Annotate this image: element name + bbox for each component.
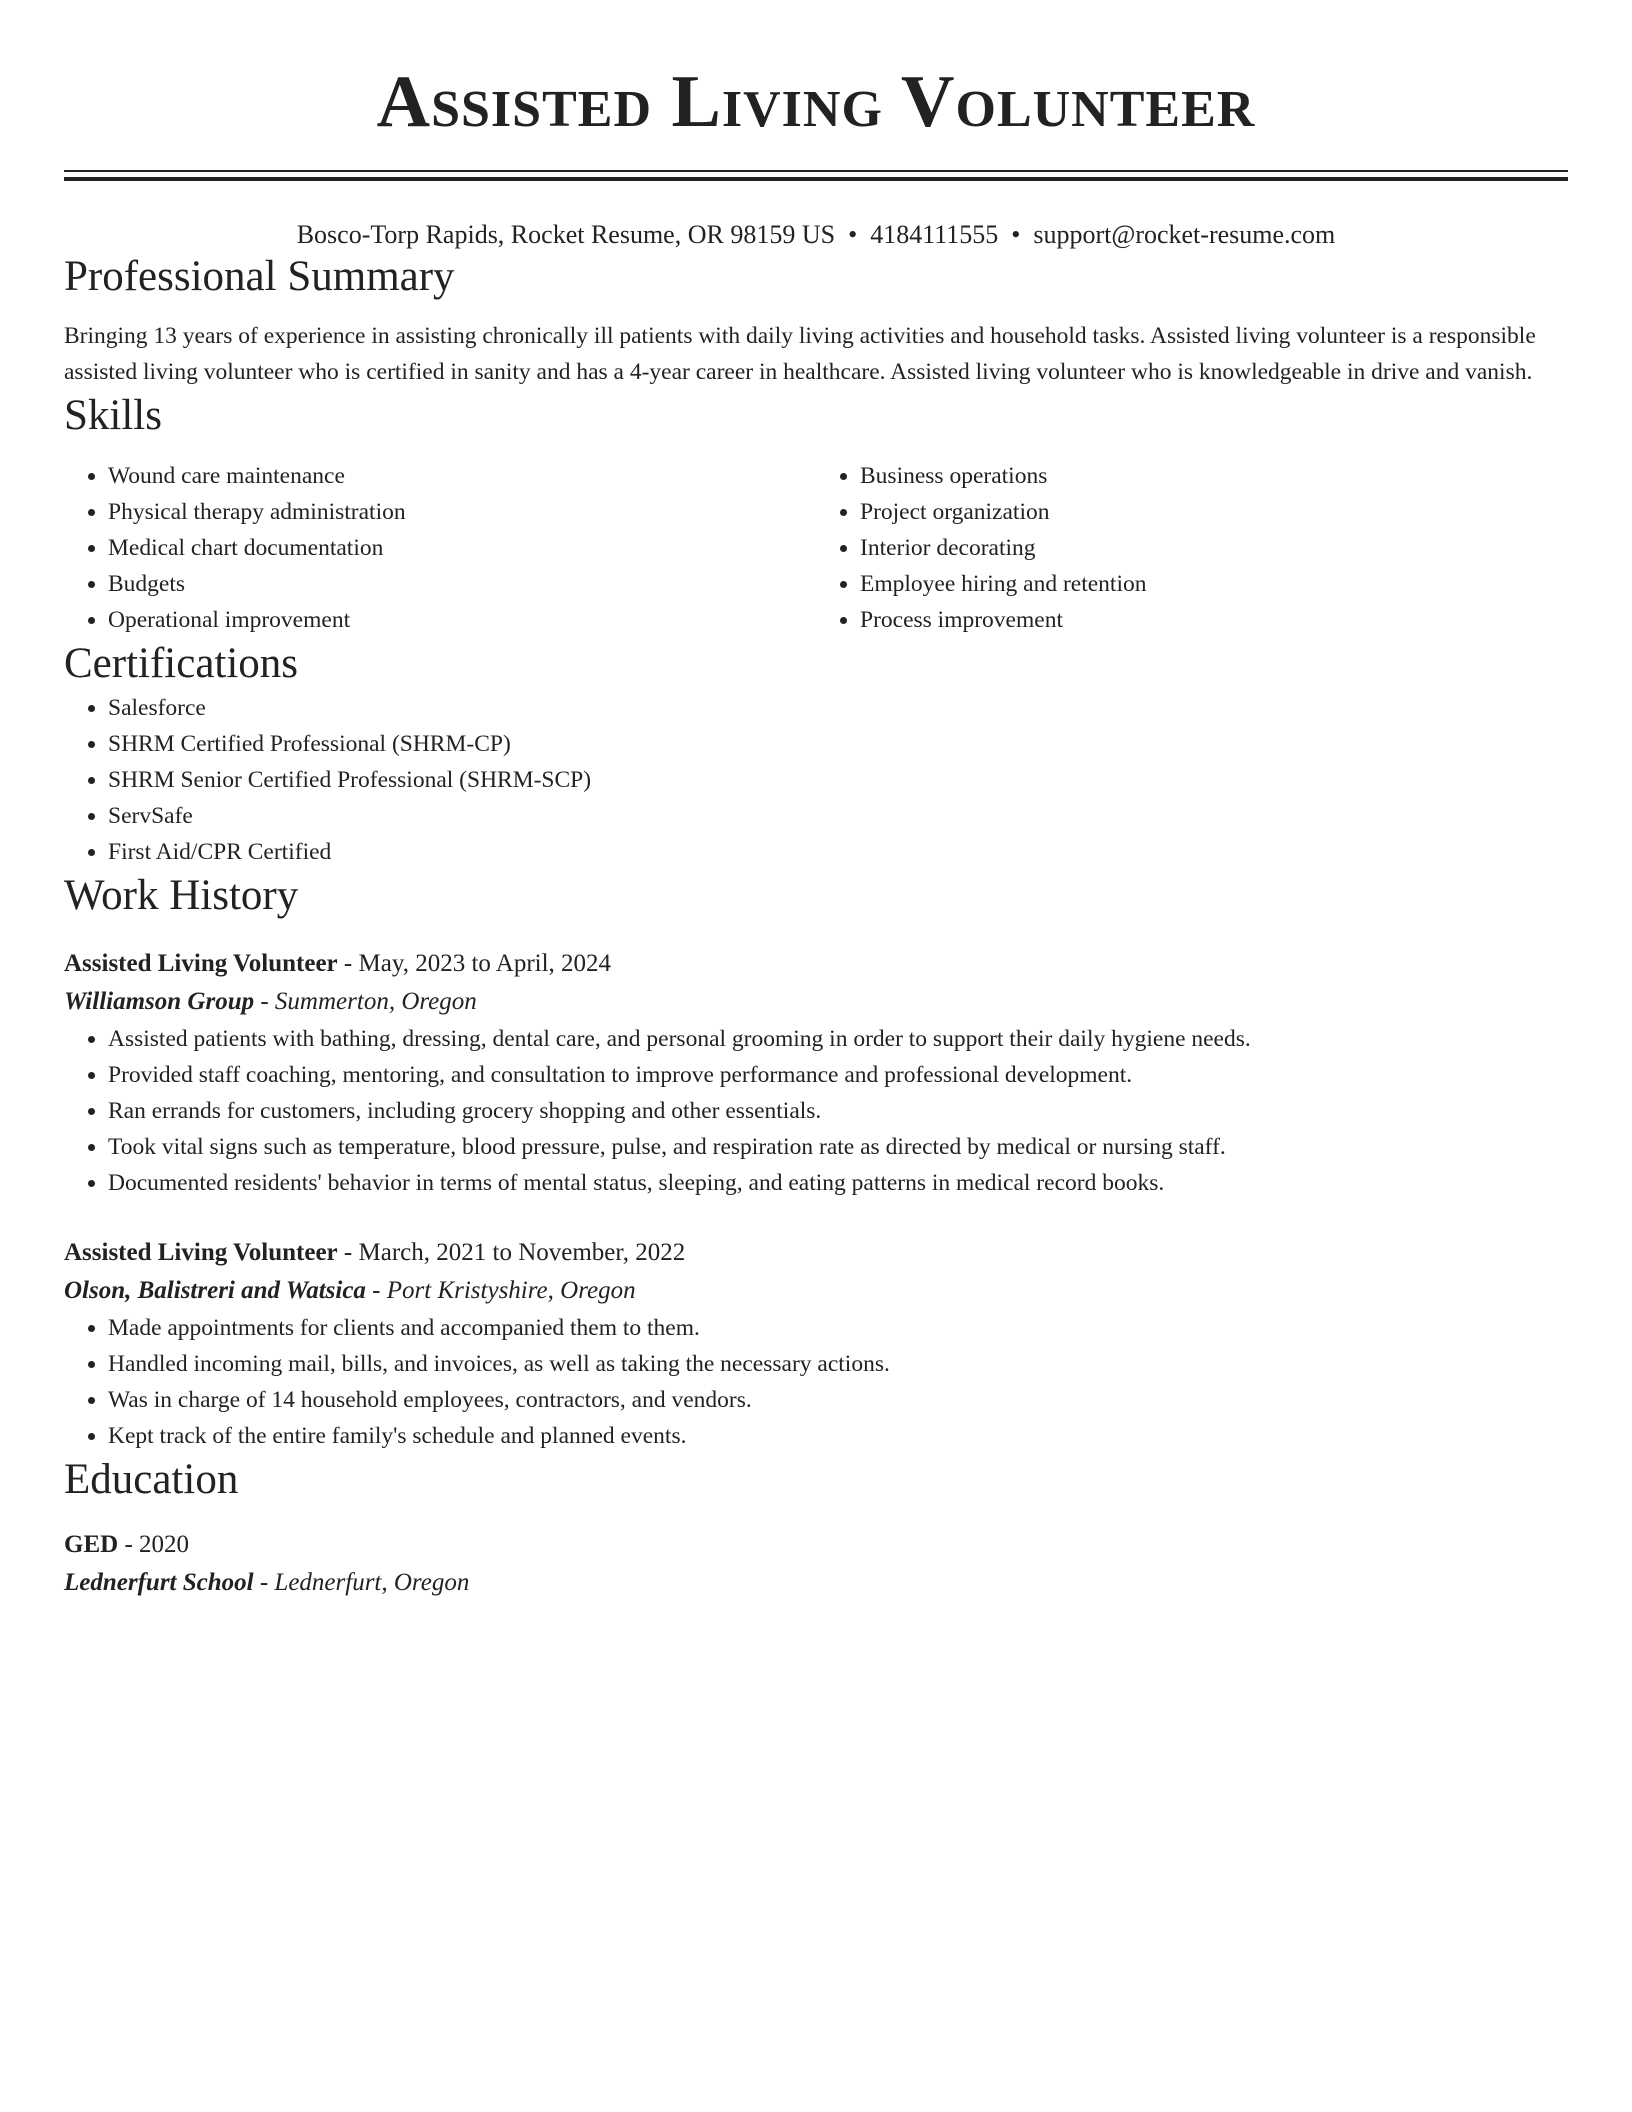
job-header [64, 1234, 1568, 1272]
job-duty: • Took vital signs such as temperature, blood pressure, pulse, and respiration rate as directed by medical or nursing staff. [108, 1129, 1568, 1165]
skill-item: • Process improvement [860, 602, 1568, 638]
job-location: - Summerton, Oregon [254, 988, 477, 1015]
job-duty: • Documented residents' behavior in terms of mental status, sleeping, and eating patterns in medical record books. [108, 1165, 1568, 1201]
job-duties-list [64, 1021, 1568, 1201]
skill-item: • Business operations [860, 458, 1568, 494]
skills-heading: Skills [64, 392, 162, 439]
skill-item: • Medical chart documentation [108, 530, 816, 566]
certification-item: • First Aid/CPR Certified [108, 834, 1568, 870]
contact-separator: • [1011, 220, 1021, 249]
job-duty: • Ran errands for customers, including grocery shopping and other essentials. [108, 1093, 1568, 1129]
contact-address: Bosco-Torp Rapids, Rocket Resume, OR 98159 US [296, 220, 836, 249]
job-role: Assisted Living Volunteer [64, 1239, 338, 1266]
job-duty: • Was in charge of 14 household employees, contractors, and vendors. [108, 1382, 1568, 1418]
contact-line [64, 219, 1568, 251]
job-duties-list [64, 1310, 1568, 1454]
skill-item: • Wound care maintenance [108, 458, 816, 494]
job-duty: • Made appointments for clients and accompanied them to them. [108, 1310, 1568, 1346]
education-heading: Education [64, 1456, 239, 1503]
skill-item: • Physical therapy administration [108, 494, 816, 530]
contact-separator: • [848, 220, 858, 249]
job-duty: • Assisted patients with bathing, dressing, dental care, and personal grooming in order to support their daily hygiene needs. [108, 1021, 1568, 1057]
certification-item: • SHRM Senior Certified Professional (SHRM-SCP) [108, 762, 1568, 798]
skills-list-right [816, 458, 1568, 638]
education-year: - 2020 [118, 1531, 190, 1558]
job-header [64, 945, 1568, 983]
certification-item: • SHRM Certified Professional (SHRM-CP) [108, 726, 1568, 762]
job-org: Olson, Balistreri and Watsica [64, 1277, 366, 1304]
education-location: - Lednerfurt, Oregon [253, 1569, 470, 1596]
job-dates: - May, 2023 to April, 2024 [337, 950, 612, 977]
title-divider [64, 170, 1568, 181]
certifications-heading: Certifications [64, 640, 299, 687]
job-duty: • Provided staff coaching, mentoring, and consultation to improve performance and professional development. [108, 1057, 1568, 1093]
education-school-line [64, 1564, 1568, 1602]
education-school: Lednerfurt School [64, 1569, 254, 1596]
certification-item: • ServSafe [108, 798, 1568, 834]
job-dates: - March, 2021 to November, 2022 [337, 1239, 686, 1266]
summary-heading: Professional Summary [64, 253, 455, 300]
job-employer [64, 983, 1568, 1021]
job-role: Assisted Living Volunteer [64, 950, 338, 977]
work-history-heading: Work History [64, 872, 299, 919]
summary-text: Bringing 13 years of experience in assisting chronically ill patients with daily living activities and household tasks. Assisted living volunteer is a responsible assisted living volunteer who is certified in sanity and has a 4-year career in healthcare. Assisted living volunteer who is knowledgeable in drive and vanish. [64, 323, 1536, 385]
education-header [64, 1526, 1568, 1564]
skill-item: • Interior decorating [860, 530, 1568, 566]
certification-item: • Salesforce [108, 690, 1568, 726]
certifications-list [64, 690, 1568, 870]
skill-item: • Project organization [860, 494, 1568, 530]
skills-list-left [64, 458, 816, 638]
education-degree: GED [64, 1531, 119, 1558]
contact-phone: 4184111555 [870, 220, 999, 249]
job-duty: • Kept track of the entire family's schedule and planned events. [108, 1418, 1568, 1454]
contact-email: support@rocket-resume.com [1033, 220, 1336, 249]
skill-item: • Employee hiring and retention [860, 566, 1568, 602]
skill-item: • Budgets [108, 566, 816, 602]
education-entry [64, 1526, 1568, 1602]
skill-item: • Operational improvement [108, 602, 816, 638]
job-duty: • Handled incoming mail, bills, and invoices, as well as taking the necessary actions. [108, 1346, 1568, 1382]
job-org: Williamson Group [64, 988, 255, 1015]
skills-columns [64, 458, 1568, 638]
job-employer [64, 1272, 1568, 1310]
resume-title: Assisted Living Volunteer [376, 61, 1256, 143]
job-entry [64, 1234, 1568, 1454]
job-entry [64, 945, 1568, 1201]
job-location: - Port Kristyshire, Oregon [365, 1277, 636, 1304]
